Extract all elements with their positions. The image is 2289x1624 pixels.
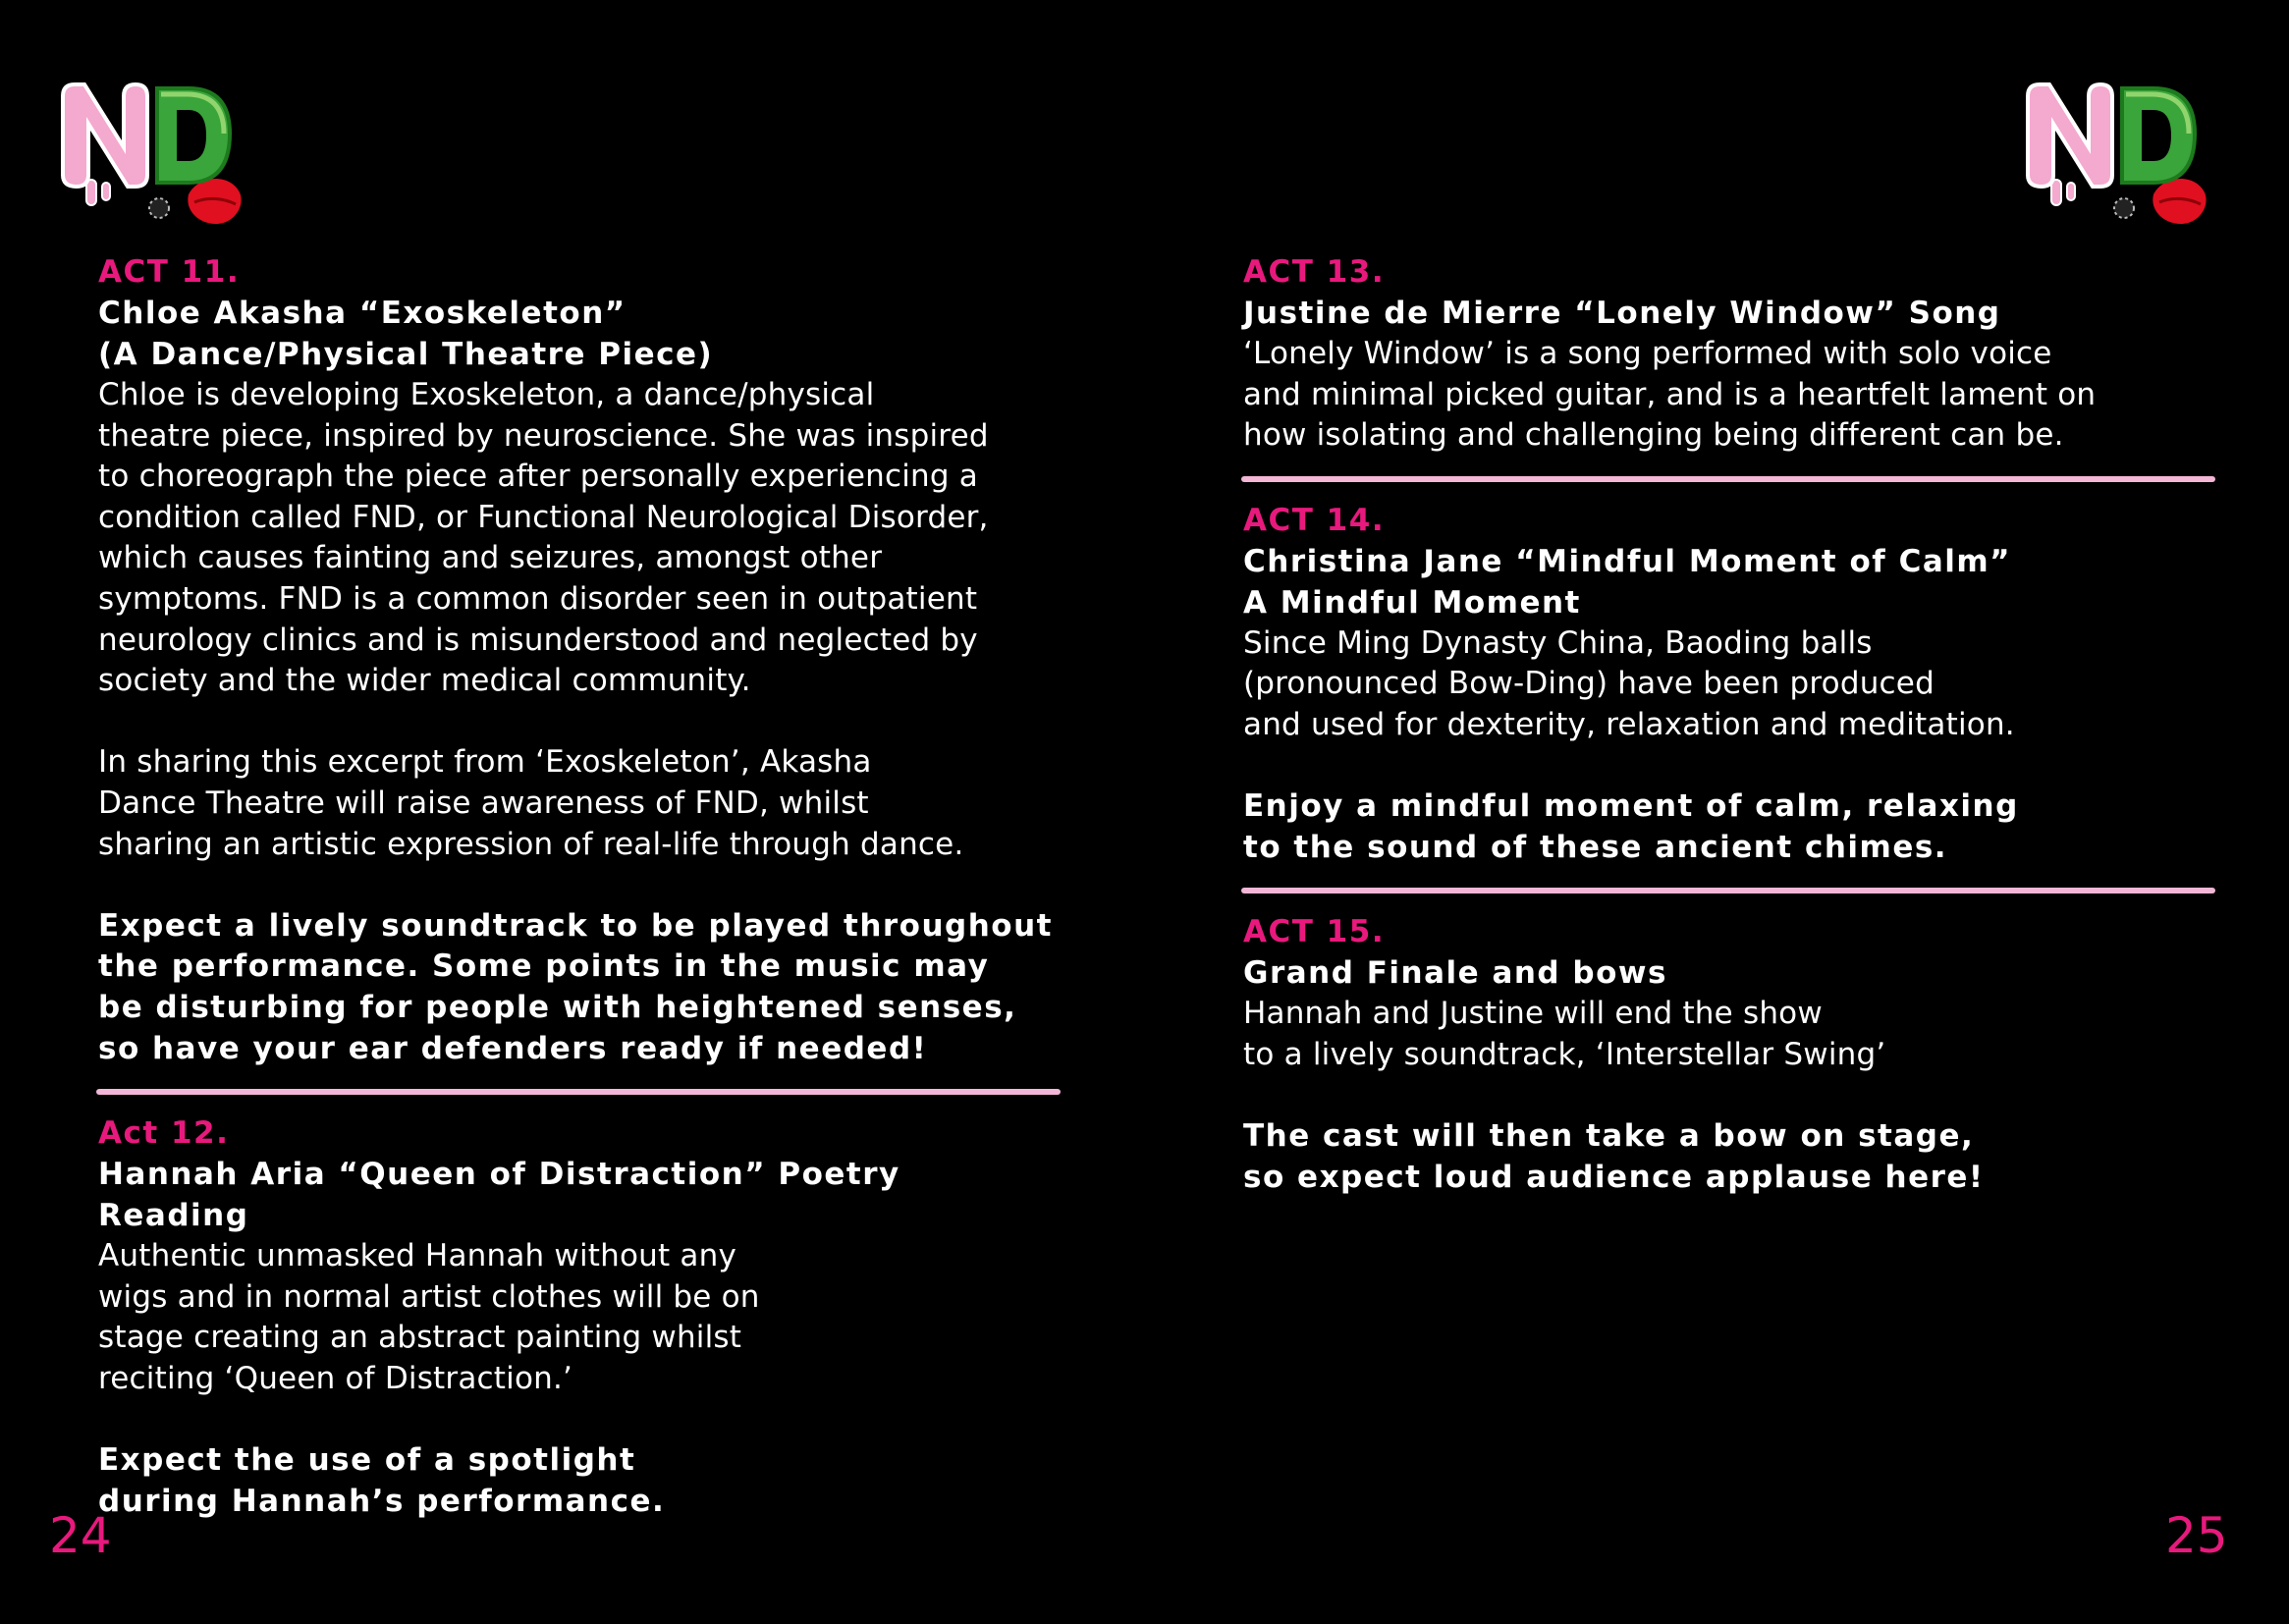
act-title: Justine de Mierre “Lonely Window” Song (1243, 296, 2001, 331)
nd-logo (51, 77, 257, 234)
text-line: Dance Theatre will raise awareness of FND, whilst (98, 785, 869, 821)
advisory-line: Expect the use of a spotlight (98, 1442, 636, 1479)
act-11 (98, 251, 1061, 1069)
advisory-line: Enjoy a mindful moment of calm, relaxing (1243, 788, 2019, 825)
advisory-line: Expect a lively soundtrack to be played throughout (98, 907, 1053, 944)
advisory-line: to the sound of these ancient chimes. (1243, 829, 1948, 865)
nd-logo (2016, 77, 2222, 234)
act-title: Hannah Aria “Queen of Distraction” Poetry Reading (98, 1157, 900, 1234)
page-number: 24 (49, 1507, 112, 1564)
act-15 (1243, 911, 2215, 1198)
text-line: Authentic unmasked Hannah without any (98, 1238, 737, 1274)
section-divider (1241, 476, 2215, 482)
page-25 (1145, 0, 2289, 1624)
section-divider (96, 1089, 1061, 1095)
text-line: society and the wider medical community. (98, 663, 751, 699)
text-line: theatre piece, inspired by neuroscience. She was inspired (98, 417, 989, 454)
act-title: Grand Finale and bows (1243, 955, 1667, 992)
act-12 (98, 1112, 1061, 1522)
page-24 (0, 0, 1144, 1624)
text-line: reciting ‘Queen of Distraction.’ (98, 1360, 573, 1396)
advisory-line: so have your ear defenders ready if needed! (98, 1030, 928, 1066)
text-line: Chloe is developing Exoskeleton, a dance/physical (98, 377, 875, 412)
text-line: Since Ming Dynasty China, Baoding balls (1243, 624, 1873, 661)
text-line: to choreograph the piece after personally experiencing a (98, 459, 979, 495)
advisory-line: the performance. Some points in the music may (98, 948, 990, 985)
text-line: and minimal picked guitar, and is a heartfelt lament on (1243, 376, 2097, 412)
act-title: Chloe Akasha “Exoskeleton” (98, 296, 627, 331)
text-line: stage creating an abstract painting whilst (98, 1320, 742, 1356)
text-line: which causes fainting and seizures, amongst other (98, 540, 883, 576)
text-line: ‘Lonely Window’ is a song performed with solo voice (1243, 336, 2052, 371)
act-subtitle: A Mindful Moment (1243, 584, 1581, 621)
left-column (98, 251, 1061, 1522)
advisory-line: so expect loud audience applause here! (1243, 1159, 1985, 1195)
act-subtitle: (A Dance/Physical Theatre Piece) (98, 337, 714, 372)
text-line: In sharing this excerpt from ‘Exoskeleton’, Akasha (98, 744, 872, 781)
advisory-line: be disturbing for people with heightened senses, (98, 989, 1017, 1025)
text-line: wigs and in normal artist clothes will be on (98, 1278, 760, 1315)
advisory-line: during Hannah’s performance. (98, 1483, 666, 1519)
act-label: ACT 14. (1243, 502, 1386, 538)
act-13 (1243, 251, 2215, 457)
text-line: neurology clinics and is misunderstood and neglected by (98, 622, 978, 658)
text-line: how isolating and challenging being different can be. (1243, 417, 2064, 454)
act-title: Christina Jane “Mindful Moment of Calm” (1243, 543, 2012, 579)
text-line: to a lively soundtrack, ‘Interstellar Swing’ (1243, 1036, 1886, 1072)
section-divider (1241, 888, 2215, 893)
act-14 (1243, 500, 2215, 869)
text-line: condition called FND, or Functional Neurological Disorder, (98, 499, 989, 535)
act-label: Act 12. (98, 1115, 230, 1152)
text-line: Hannah and Justine will end the show (1243, 996, 1823, 1032)
text-line: symptoms. FND is a common disorder seen in outpatient (98, 580, 978, 617)
act-label: ACT 13. (1243, 254, 1386, 290)
advisory-line: The cast will then take a bow on stage, (1243, 1118, 1975, 1155)
text-line: and used for dexterity, relaxation and meditation. (1243, 706, 2015, 742)
page-number: 25 (2165, 1507, 2228, 1564)
act-label: ACT 11. (98, 254, 241, 290)
right-column (1243, 251, 2215, 1198)
text-line: sharing an artistic expression of real-life through dance. (98, 826, 964, 862)
act-label: ACT 15. (1243, 914, 1386, 950)
text-line: (pronounced Bow-Ding) have been produced (1243, 666, 1935, 702)
